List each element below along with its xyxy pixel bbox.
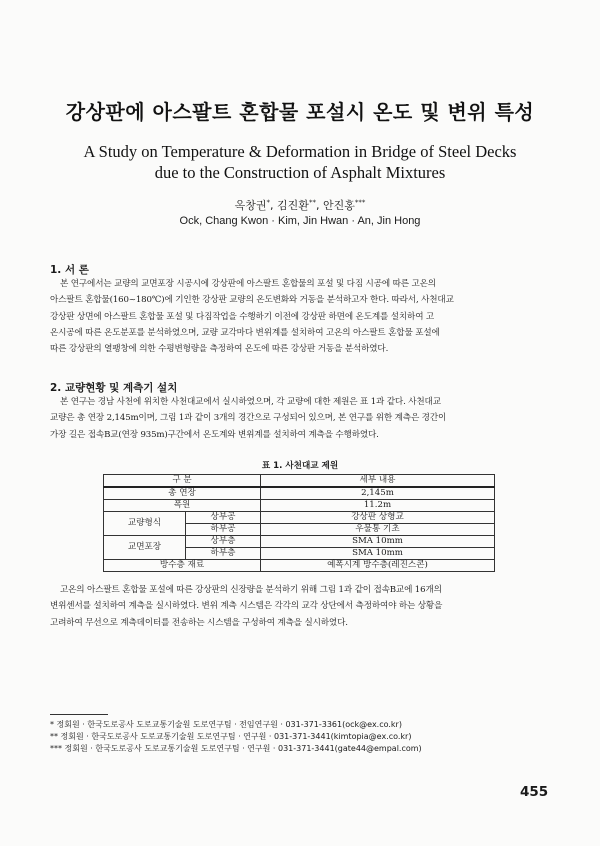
text-line: 강상판 상면에 아스팔트 혼합물 포설 및 다짐작업을 수행하기 이전에 강상판 하면에 온도계를 설치하여 고 xyxy=(50,311,435,322)
footnote: ** 정회원 · 한국도로공사 도로교통기술원 도로연구팀 · 연구원 · 031-371-3441(kimtopia@ex.co.kr) xyxy=(50,732,412,741)
section-measurement-body xyxy=(50,582,552,631)
section-heading-introduction: 1. 서 론 xyxy=(50,264,89,276)
section-bridge-status-body xyxy=(50,394,552,443)
table-cell: 교면포장 xyxy=(104,536,186,560)
table-cell: SMA 10mm xyxy=(261,536,495,548)
table-row xyxy=(104,500,495,512)
page-number: 455 xyxy=(520,784,549,800)
authors-english: Ock, Chang Kwon · Kim, Jin Hwan · An, Jin Hong xyxy=(179,215,421,227)
table-cell: SMA 10mm xyxy=(261,548,495,560)
table-cell: 예폭시계 방수층(레진스콘) xyxy=(261,560,495,572)
author-name: 김진환 xyxy=(277,199,309,212)
author-name: 안진홍 xyxy=(322,199,355,212)
table-row xyxy=(104,560,495,572)
footnote-divider xyxy=(50,714,108,715)
text-line: 고온의 아스팔트 혼합물 포설에 따른 강상판의 신장량을 분석하기 위해 그림 1과 같이 접속B교에 16개의 xyxy=(60,585,442,595)
section-introduction-body xyxy=(50,276,552,357)
footnote: *** 정회원 · 한국도로공사 도로교통기술원 도로연구팀 · 연구원 · 031-371-3441(gate44@empal.com) xyxy=(50,744,422,753)
author-separator: , xyxy=(270,199,278,212)
table-cell: 하부공 xyxy=(186,524,261,536)
table-header-row xyxy=(104,475,495,488)
section-heading-bridge-status: 2. 교량현황 및 계측기 설치 xyxy=(50,382,178,394)
text-line: 따른 강상판의 열팽창에 의한 수평변형량을 측정하여 온도에 따른 강상판 거동을 분석하였다. xyxy=(50,344,389,355)
text-line: 가장 길은 접속B교(연장 935m)구간에서 온도계와 변위계를 설치하여 계측을 수행하였다. xyxy=(50,429,379,440)
bridge-spec-table xyxy=(103,474,495,572)
text-line: 본 연구는 경남 사천에 위치한 사천대교에서 실시하였으며, 각 교량에 대한 제원은 표 1과 같다. 사천대교 xyxy=(60,397,441,407)
footnote: * 정회원 · 한국도로공사 도로교통기술원 도로연구팀 · 전임연구원 · 031-371-3361(ock@ex.co.kr) xyxy=(50,720,402,729)
text-line: 교량은 총 연장 2,145m이며, 그림 1과 같이 3개의 경간으로 구성되어 있으며, 본 연구를 위한 계측은 경간이 xyxy=(50,413,447,424)
text-line: 고려하여 무선으로 계측데이터를 전송하는 시스템을 구성하여 계측을 실시하였다. xyxy=(50,617,348,628)
table-cell: 우물통 기초 xyxy=(261,524,495,536)
table-row xyxy=(104,512,495,524)
table-caption: 표 1. 사천대교 제원 xyxy=(261,461,339,471)
paper-title-korean: 강상판에 아스팔트 혼합물 포설시 온도 및 변위 특성 xyxy=(65,100,535,124)
paper-title-english-line-1: A Study on Temperature & Deformation in Bridge of Steel Decks xyxy=(83,142,517,161)
table-cell: 하부층 xyxy=(186,548,261,560)
table-cell: 상부층 xyxy=(186,536,261,548)
table-cell: 2,145m xyxy=(261,487,495,500)
authors-korean xyxy=(0,197,600,213)
table-cell: 교량형식 xyxy=(104,512,186,536)
table-row xyxy=(104,536,495,548)
paper-title-english-line-2: due to the Construction of Asphalt Mixtures xyxy=(154,163,446,182)
text-line: 아스팔트 혼합물(160~180℃)에 기인한 강상판 교량의 온도변화와 거동을 분석하고자 한다. 따라서, 사천대교 xyxy=(50,295,454,306)
table-header-cell: 세부 내용 xyxy=(261,475,495,488)
table-cell: 폭원 xyxy=(104,500,261,512)
table-cell: 강상판 상형교 xyxy=(261,512,495,524)
table-header-cell: 구 분 xyxy=(104,475,261,488)
author-mark: ** xyxy=(308,198,316,207)
table-cell: 상부공 xyxy=(186,512,261,524)
text-line: 본 연구에서는 교량의 교면포장 시공시에 강상판에 아스팔트 혼합물의 포설 및 다짐 시공에 따른 고온의 xyxy=(60,279,436,289)
author-mark: * xyxy=(266,198,271,207)
table-cell: 방수층 재료 xyxy=(104,560,261,572)
text-line: 변위센서를 설치하여 계측을 실시하였다. 변위 계측 시스템은 각각의 교각 상단에서 측정하여야 하는 상황을 xyxy=(50,601,443,612)
text-line: 온시공에 따른 온도분포를 분석하였으며, 교량 교각마다 변위계를 설치하여 고온의 아스팔트 혼합물 포설에 xyxy=(50,327,440,338)
footnotes xyxy=(50,719,422,755)
author-mark: *** xyxy=(354,198,366,207)
author-name: 옥창권 xyxy=(234,199,267,212)
table-row xyxy=(104,487,495,500)
author-separator: , xyxy=(315,199,323,212)
table-cell: 총 연장 xyxy=(104,487,261,500)
table-cell: 11.2m xyxy=(261,500,495,512)
